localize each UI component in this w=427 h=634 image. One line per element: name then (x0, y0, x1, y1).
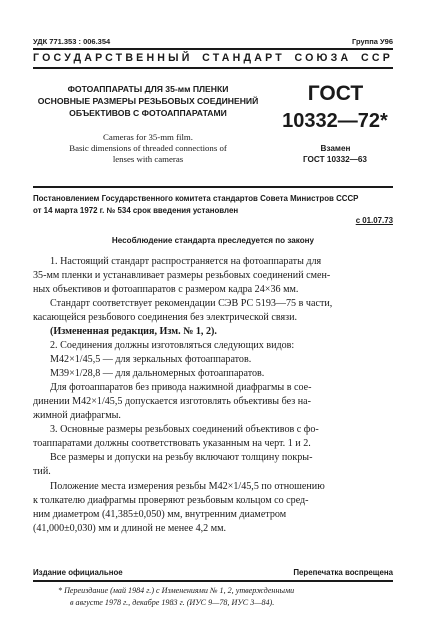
body-line: ных объективов и фотоаппаратов с размером кадра 24×36 мм. (33, 284, 299, 295)
body-line: (Измененная редакция, Изм. № 1, 2). (50, 326, 217, 337)
gost-number: 10332—72* (282, 110, 388, 132)
footer-rule (33, 580, 393, 582)
body-line: динении М42×1/45,5 допускается изготовлять объективы без на- (33, 396, 311, 407)
body-line: (41,000±0,030) мм и длиной не менее 4,2 мм. (33, 523, 227, 534)
body-line: М39×1/28,8 — для дальномерных фотоаппаратов. (50, 368, 265, 379)
body-line: 35-мм пленки и устанавливает размеры резьбовых соединений смен- (33, 270, 331, 281)
legal-warning: Несоблюдение стандарта преследуется по закону (111, 236, 315, 245)
body-line: 2. Соединения должны изготовляться следующих видов: (50, 340, 295, 351)
replaces-label: Взамен (320, 144, 351, 153)
body-line: жимной диафрагмы. (33, 410, 121, 421)
body-line: к толкателю диафрагмы проверяют резьбовым кольцом со сред- (33, 495, 309, 506)
body-line: Положение места измерения резьбы М42×1/45,5 по отношению (50, 481, 325, 492)
title-en-line: Cameras for 35-mm film. (103, 132, 193, 142)
body-line: 3. Основные размеры резьбовых соединений объективов с фо- (50, 424, 319, 435)
title-ru-line: ФОТОАППАРАТЫ ДЛЯ 35-мм ПЛЕНКИ (67, 84, 229, 94)
reprint-prohibited: Перепечатка воспрещена (293, 568, 393, 577)
body-line: тий. (33, 466, 51, 477)
body-line: М42×1/45,5 — для зеркальных фотоаппаратов. (50, 354, 252, 365)
reissue-note: в августе 1978 г., декабре 1983 г. (ИУС 9—78, ИУС 3—84). (70, 598, 275, 607)
decree-line: от 14 марта 1972 г. № 534 срок введения установлен (33, 206, 239, 215)
replaces-standard: ГОСТ 10332—63 (303, 155, 367, 164)
decree-rule (33, 186, 393, 188)
official-edition: Издание официальное (33, 568, 123, 577)
body-line: 1. Настоящий стандарт распространяется на фотоаппараты для (50, 256, 322, 267)
gost-label: ГОСТ (307, 82, 364, 105)
reissue-note: * Переиздание (май 1984 г.) с Изменениями № 1, 2, утвержденными (58, 586, 295, 595)
body-line: Для фотоаппаратов без привода нажимной диафрагмы в сое- (50, 382, 312, 393)
title-en-line: Basic dimensions of threaded connections of (69, 143, 227, 153)
body-line: Стандарт соответствует рекомендации СЭВ РС 5193—75 в части, (50, 298, 333, 309)
body-line: касающейся резьбового соединения без электрической связи. (33, 312, 298, 323)
title-en-line: lenses with cameras (112, 154, 184, 164)
title-ru-line: ОСНОВНЫЕ РАЗМЕРЫ РЕЗЬБОВЫХ СОЕДИНЕНИЙ (37, 96, 259, 106)
body-line: Все размеры и допуски на резьбу включают толщину покры- (50, 452, 313, 463)
decree-line: Постановлением Государственного комитета стандартов Совета Министров СССР (33, 194, 359, 203)
standard-banner: ГОСУДАРСТВЕННЫЙ СТАНДАРТ СОЮЗА ССР (33, 52, 393, 64)
banner-rule (33, 67, 393, 69)
top-rule (33, 48, 393, 50)
udk-code: УДК 771.353 : 006.354 (33, 37, 111, 46)
group-code: Группа У96 (352, 37, 393, 46)
body-line: тоаппаратами должны соответствовать указанным на черт. 1 и 2. (33, 438, 311, 449)
effective-date: с 01.07.73 (355, 216, 393, 225)
title-ru-line: ОБЪЕКТИВОВ С ФОТОАППАРАТАМИ (69, 108, 227, 118)
body-line: ним диаметром (41,385±0,050) мм, внутренним диаметром (33, 509, 287, 520)
